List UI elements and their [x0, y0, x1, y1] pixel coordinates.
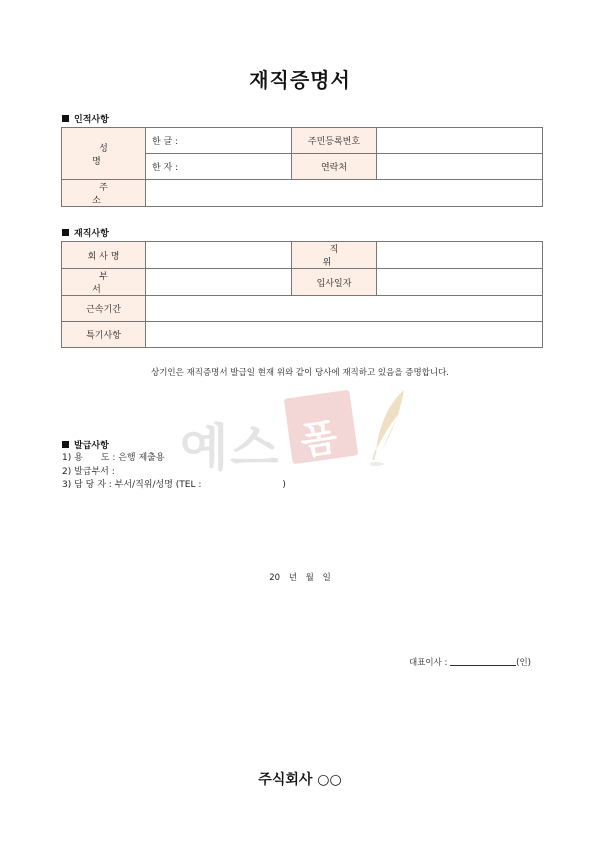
issue-department: 2) 발급부서 : — [62, 466, 115, 477]
company-name-label: 회 사 명 — [62, 242, 146, 269]
issue-manager: 3) 담 당 자 : 부서/직위/성명 (TEL : ) — [62, 480, 286, 490]
position-label: 직 위 — [292, 242, 377, 269]
personal-info-table — [61, 127, 543, 207]
position-field[interactable] — [377, 242, 543, 269]
service-period-label: 근속기간 — [62, 296, 146, 322]
square-bullet-icon — [62, 441, 69, 448]
join-date-field[interactable] — [377, 269, 543, 296]
ceo-signature — [409, 656, 531, 668]
signature-line[interactable] — [450, 656, 516, 666]
document-title: 재직증명서 — [249, 68, 351, 92]
personal-section-heading — [62, 112, 109, 125]
notes-field[interactable] — [146, 322, 543, 348]
name-label: 성 명 — [62, 128, 146, 180]
service-period-field[interactable] — [146, 296, 543, 322]
join-date-label: 입사일자 — [292, 269, 377, 296]
employment-heading-text: 재직사항 — [74, 229, 109, 239]
personal-heading-text: 인적사항 — [74, 115, 109, 125]
issue-heading-text: 발급사항 — [74, 441, 109, 451]
notes-label: 특기사항 — [62, 322, 146, 348]
watermark-box-text: 폼 — [297, 414, 341, 464]
name-hanja-field[interactable]: 한 자 : — [146, 154, 292, 180]
employment-info-table — [61, 241, 543, 348]
company-name: 주식회사 ○○ — [258, 772, 342, 788]
name-hangul-field[interactable]: 한 글 : — [146, 128, 292, 154]
department-label: 부 서 — [62, 269, 146, 296]
watermark-text: 예스 — [180, 419, 281, 477]
issue-purpose: 1) 용 도 : 은행 제출용 — [62, 453, 165, 463]
feather-pen-icon — [370, 388, 410, 468]
contact-label: 연락처 — [292, 154, 377, 180]
rrn-label: 주민등록번호 — [292, 128, 377, 154]
contact-field[interactable] — [377, 154, 543, 180]
square-bullet-icon — [62, 229, 69, 236]
issue-details — [62, 452, 286, 493]
employment-section-heading — [62, 226, 109, 239]
rrn-field[interactable] — [377, 128, 543, 154]
address-field[interactable] — [146, 180, 543, 207]
company-name-field[interactable] — [146, 242, 292, 269]
issue-section-heading — [62, 438, 109, 451]
ceo-label: 대표이사 : — [409, 658, 448, 668]
address-label: 주 소 — [62, 180, 146, 207]
issue-date: 20 년 월 일 — [269, 573, 331, 583]
seal-mark: (인) — [516, 658, 531, 668]
certification-statement: 상기인은 재직증명서 발급일 현재 위와 같이 당사에 재직하고 있음을 증명합니다. — [151, 368, 449, 378]
square-bullet-icon — [62, 115, 69, 122]
department-field[interactable] — [146, 269, 292, 296]
